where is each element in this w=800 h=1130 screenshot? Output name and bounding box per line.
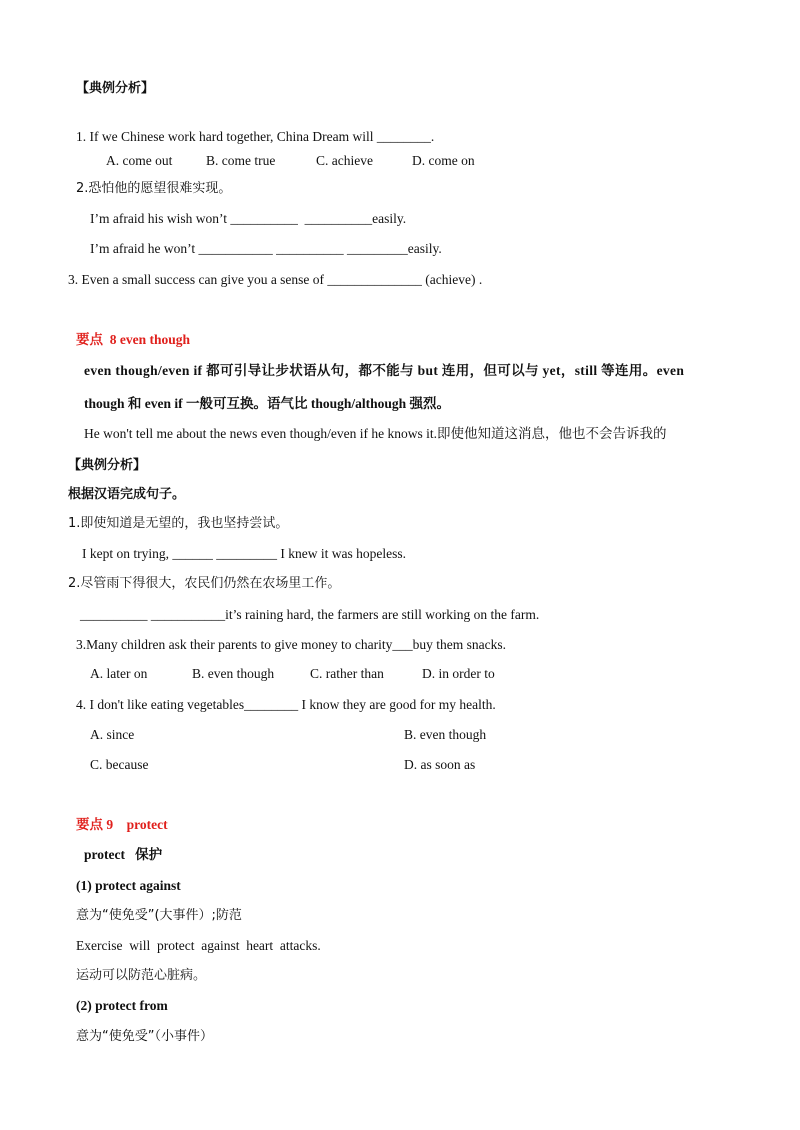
protect-from-meaning: 意为“使免受”（小事件） bbox=[76, 1029, 213, 1044]
option-a: A. come out bbox=[106, 153, 173, 168]
instruction: 根据汉语完成句子。 bbox=[68, 487, 186, 502]
question-2-line-2: I’m afraid he won’t ___________ __________ _________easily. bbox=[90, 241, 442, 256]
option-d: D. in order to bbox=[422, 666, 495, 681]
protect-against-meaning: 意为“使免受”(大事件）;防范 bbox=[76, 908, 242, 923]
point-9-title: 要点 9 protect bbox=[76, 817, 168, 832]
point-8-title: 要点 8 even though bbox=[76, 332, 191, 347]
option-a: A. later on bbox=[90, 666, 148, 681]
point-9-subtitle: protect 保护 bbox=[84, 847, 163, 862]
point-8-description-line-1: even though/even if 都可引导让步状语从句，都不能与 but 连用，但可以与 yet，still 等连用。even bbox=[84, 363, 685, 378]
option-b: B. even though bbox=[192, 666, 275, 681]
question-3: 3.Many children ask their parents to give money to charity___buy them snacks. bbox=[76, 637, 507, 652]
option-a: A. since bbox=[90, 727, 135, 742]
protect-against-title: (1) protect against bbox=[76, 878, 181, 893]
question-1-chinese: 1.即使知道是无望的，我也坚持尝试。 bbox=[68, 516, 289, 531]
option-d: D. as soon as bbox=[404, 757, 476, 772]
protect-against-example-english: Exercise will protect against heart attacks. bbox=[76, 938, 321, 953]
question-2-english: __________ ___________it’s raining hard, the farmers are still working on the farm. bbox=[80, 607, 540, 622]
option-b: B. come true bbox=[206, 153, 276, 168]
question-2-line-1: I’m afraid his wish won’t __________ __________easily. bbox=[90, 211, 407, 226]
option-b: B. even though bbox=[404, 727, 487, 742]
protect-against-example-chinese: 运动可以防范心脏病。 bbox=[76, 968, 207, 983]
question-4: 4. I don't like eating vegetables________ I know they are good for my health. bbox=[76, 697, 496, 712]
question-2-chinese: 2.尽管雨下得很大，农民们仍然在农场里工作。 bbox=[68, 576, 341, 591]
point-8-example: He won't tell me about the news even though/even if he knows it.即使他知道这消息，他也不会告诉我的 bbox=[84, 426, 667, 441]
option-d: D. come on bbox=[412, 153, 475, 168]
point-8-description-line-2: though 和 even if 一般可互换。语气比 though/although 强烈。 bbox=[84, 396, 451, 411]
option-c: C. rather than bbox=[310, 666, 384, 681]
question-1: 1. If we Chinese work hard together, China Dream will ________. bbox=[76, 129, 435, 144]
option-c: C. achieve bbox=[316, 153, 373, 168]
protect-from-title: (2) protect from bbox=[76, 998, 168, 1013]
question-2-chinese: 2.恐怕他的愿望很难实现。 bbox=[76, 181, 232, 196]
example-analysis-heading-2: 【典例分析】 bbox=[68, 458, 147, 473]
option-c: C. because bbox=[90, 757, 149, 772]
example-analysis-heading: 【典例分析】 bbox=[76, 81, 155, 96]
question-1-english: I kept on trying, ______ _________ I knew it was hopeless. bbox=[82, 546, 406, 561]
question-3: 3. Even a small success can give you a sense of ______________ (achieve) . bbox=[68, 272, 483, 287]
